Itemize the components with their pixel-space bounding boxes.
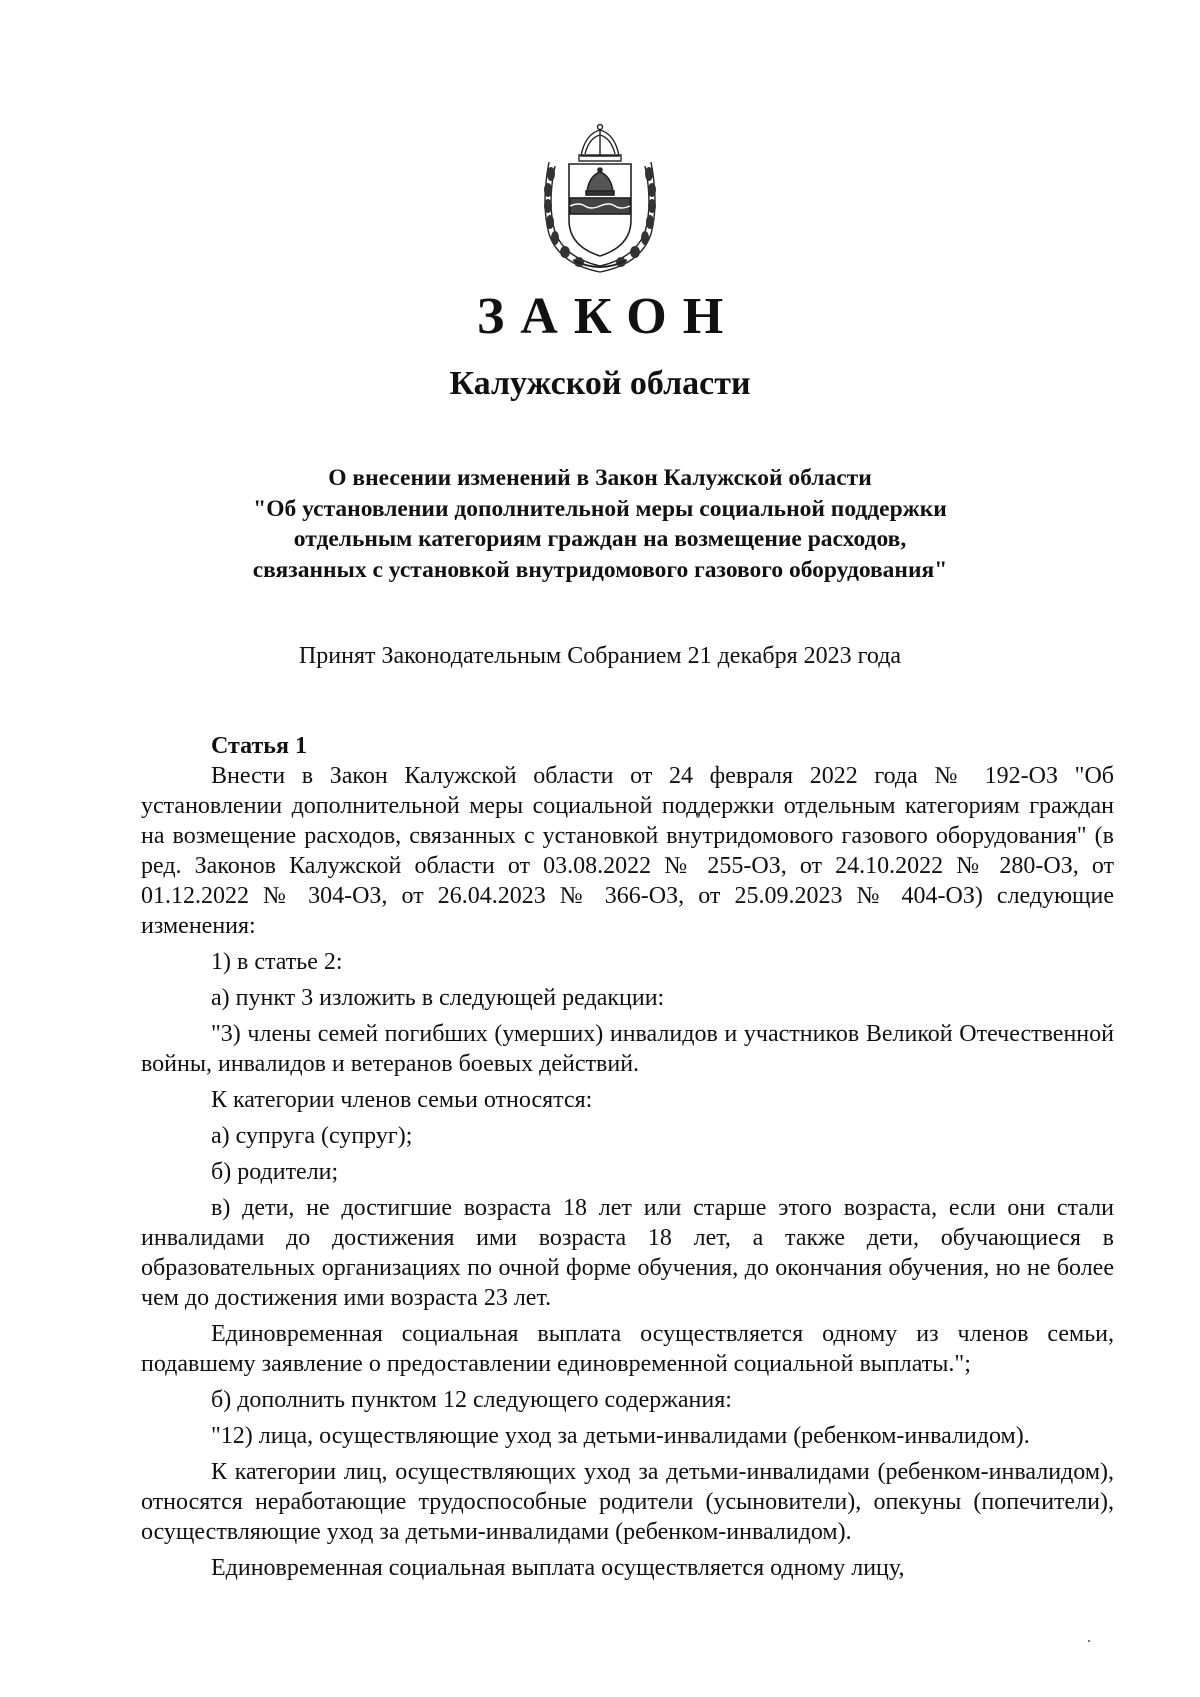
paragraph: Единовременная социальная выплата осуществляется одному из членов семьи, подавшему заявление о предоставлении единовременной социальной выплаты."; xyxy=(141,1321,1114,1377)
document-body xyxy=(141,731,1114,1589)
paragraph: а) пункт 3 изложить в следующей редакции: xyxy=(211,985,665,1011)
heading-line: "Об установлении дополнительной меры социальной поддержки xyxy=(253,495,947,522)
paragraph: К категории лиц, осуществляющих уход за детьми-инвалидами (ребенком-инвалидом), относятся неработающие трудоспособные родители (усыновители), опекуны (попечители), осуществляющие уход за детьми-инвалидами (ребенком-инвалидом). xyxy=(141,1459,1114,1545)
paragraph: Внести в Закон Калужской области от 24 февраля 2022 года № 192-ОЗ "Об установлении дополнительной меры социальной поддержки отдельным категориям граждан на возмещение расходов, связанных с установкой внутридомового газового оборудования" (в ред. Законов Калужской области от 03.08.2022 № 255-ОЗ, от 24.10.2022 № 280-ОЗ, от 01.12.2022 № 304-ОЗ, от 26.04.2023 № 366-ОЗ, от 25.09.2023 № 404-ОЗ) следующие изменения: xyxy=(141,763,1114,939)
document-title: ЗАКОН xyxy=(476,288,740,345)
document-subtitle: Калужской области xyxy=(449,365,751,402)
heading-line: связанных с установкой внутридомового газового оборудования" xyxy=(252,556,948,583)
adoption-line: Принят Законодательным Собранием 21 декабря 2023 года xyxy=(298,643,902,669)
paragraph: Единовременная социальная выплата осуществляется одному лицу, xyxy=(211,1555,905,1581)
law-heading xyxy=(0,463,1200,585)
heading-line: О внесении изменений в Закон Калужской области xyxy=(328,465,872,491)
article-title: Статья 1 xyxy=(211,733,307,759)
paragraph: "12) лица, осуществляющие уход за детьми-инвалидами (ребенком-инвалидом). xyxy=(211,1423,1030,1449)
paragraph: б) родители; xyxy=(211,1159,339,1185)
paragraph: "3) члены семей погибших (умерших) инвалидов и участников Великой Отечественной войны, инвалидов и ветеранов боевых действий. xyxy=(141,1021,1114,1077)
paragraph: б) дополнить пунктом 12 следующего содержания: xyxy=(211,1387,732,1413)
paragraph: в) дети, не достигшие возраста 18 лет или старше этого возраста, если они стали инвалидами до достижения ими возраста 18 лет, а также дети, обучающиеся в образовательных организациях по очной форме обучения, до окончания обучения, но не более чем до достижения ими возраста 23 лет. xyxy=(141,1195,1114,1311)
paragraph: а) супруга (супруг); xyxy=(211,1123,413,1149)
paragraph: 1) в статье 2: xyxy=(211,949,343,975)
scan-speck xyxy=(1088,1640,1090,1642)
paragraph: К категории членов семьи относятся: xyxy=(211,1087,593,1113)
kaluga-coat-of-arms-icon xyxy=(539,124,661,276)
heading-line: отдельным категориям граждан на возмещение расходов, xyxy=(293,526,907,552)
